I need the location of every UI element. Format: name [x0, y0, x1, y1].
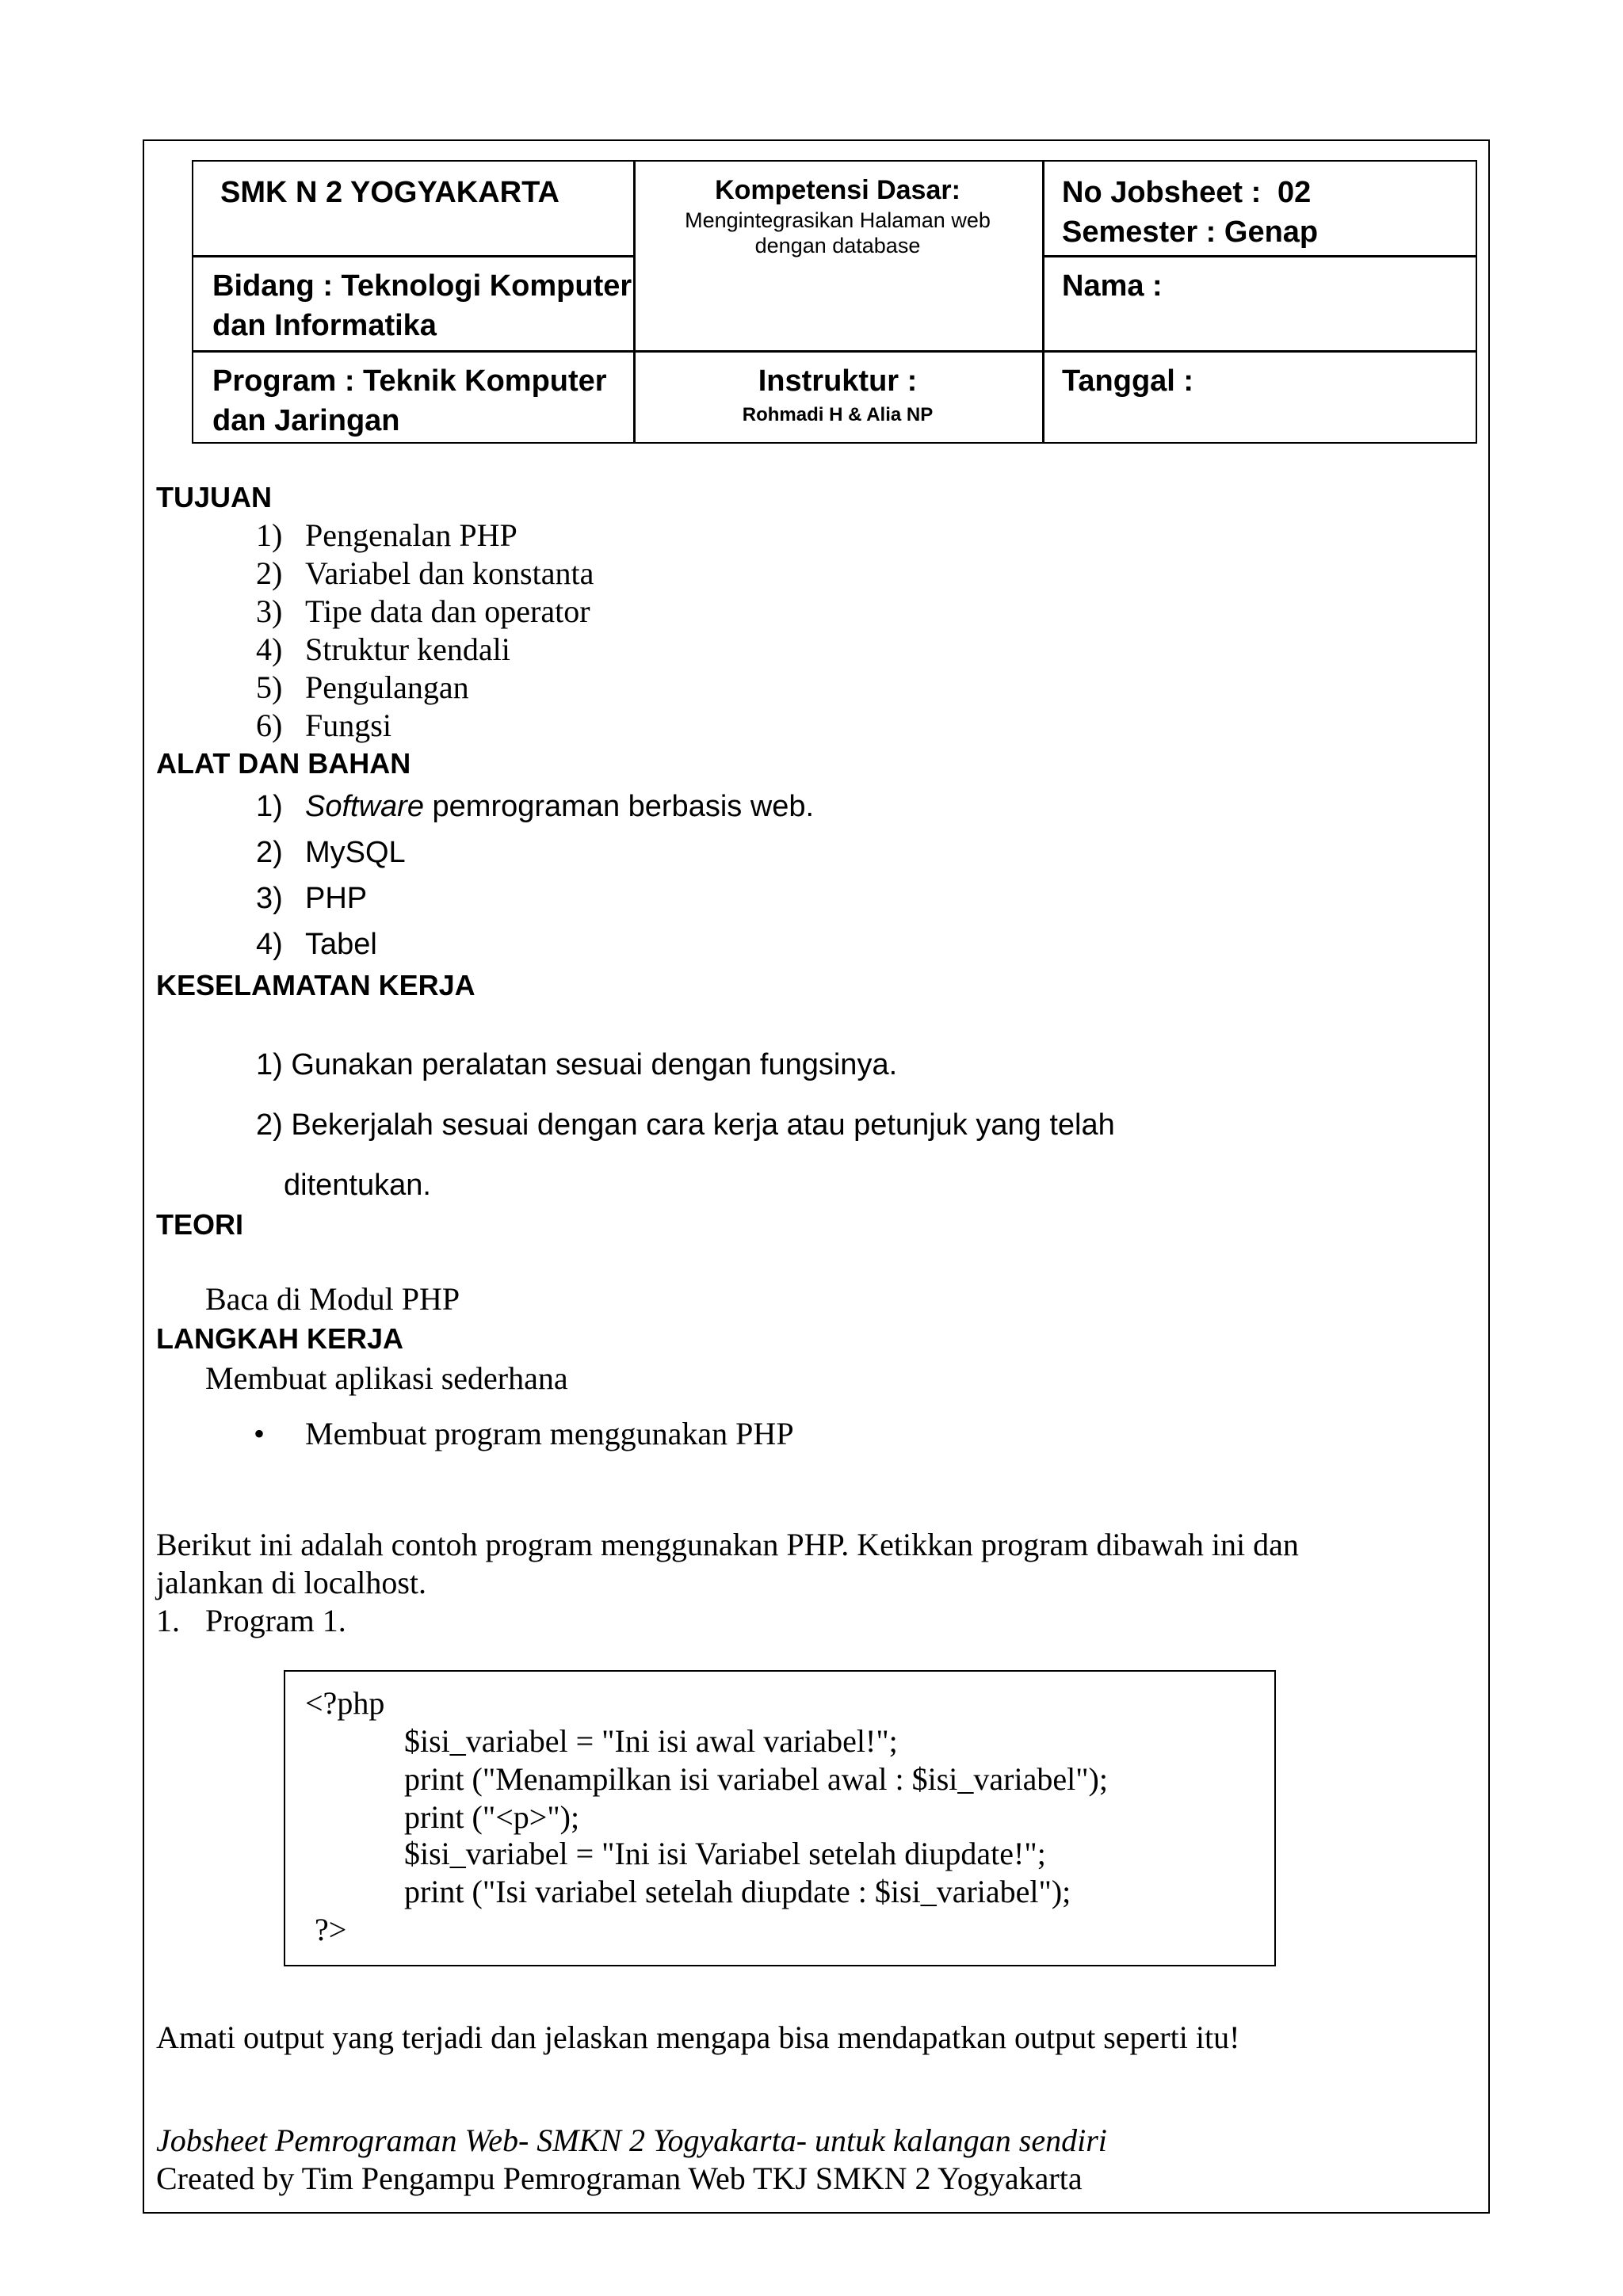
- body-paragraph-line-2: jalankan di localhost.: [156, 1565, 427, 1600]
- jobsheet-number: 02: [1277, 176, 1312, 209]
- teori-text: Baca di Modul PHP: [205, 1281, 460, 1317]
- tujuan-item: Pengulangan: [305, 669, 469, 705]
- tujuan-item: Pengenalan PHP: [305, 517, 517, 553]
- tujuan-num: 1): [256, 517, 283, 553]
- semester: Semester : Genap: [1062, 215, 1319, 249]
- table-divider: [192, 350, 1477, 353]
- keselamatan-item: 1) Gunakan peralatan sesuai dengan fungsinya.: [256, 1048, 898, 1081]
- table-divider: [1042, 160, 1044, 444]
- alat-item: PHP: [305, 882, 368, 915]
- tujuan-item: Tipe data dan operator: [305, 593, 590, 629]
- langkah-heading: LANGKAH KERJA: [156, 1322, 404, 1355]
- jobsheet-label: No Jobsheet :: [1062, 176, 1262, 209]
- tujuan-heading: TUJUAN: [156, 481, 273, 513]
- code-line: $isi_variabel = "Ini isi awal variabel!";: [404, 1723, 898, 1759]
- alat-item: [305, 788, 814, 826]
- alat-heading: ALAT DAN BAHAN: [156, 747, 411, 780]
- footer-line-1: Jobsheet Pemrograman Web- SMKN 2 Yogyakarta- untuk kalangan sendiri: [156, 2122, 1107, 2158]
- alat-num: 2): [256, 836, 283, 869]
- alat-item-italic: Software: [305, 790, 424, 823]
- kompetensi-label: Kompetensi Dasar:: [715, 175, 960, 205]
- table-divider: [1042, 255, 1477, 257]
- bullet-icon: •: [254, 1416, 265, 1451]
- keselamatan-item: 2) Bekerjalah sesuai dengan cara kerja atau petunjuk yang telah: [256, 1108, 1115, 1142]
- keselamatan-item-continued: ditentukan.: [284, 1169, 431, 1202]
- tujuan-num: 5): [256, 669, 283, 705]
- alat-item: MySQL: [305, 836, 406, 869]
- langkah-bullet-text: Membuat program menggunakan PHP: [305, 1416, 794, 1451]
- keselamatan-heading: KESELAMATAN KERJA: [156, 969, 475, 1001]
- program-label: Program 1.: [205, 1603, 346, 1638]
- alat-num: 1): [256, 790, 283, 823]
- alat-item-rest: pemrograman berbasis web.: [423, 790, 815, 823]
- tujuan-item: Variabel dan konstanta: [305, 555, 594, 591]
- code-line: print ("<p>");: [404, 1799, 580, 1835]
- kompetensi-line-2: dengan database: [754, 234, 921, 257]
- instruktur-label: Instruktur :: [758, 364, 918, 398]
- instruktur-names: Rohmadi H & Alia NP: [742, 404, 934, 425]
- alat-num: 4): [256, 928, 283, 961]
- program-number: 1.: [156, 1603, 180, 1638]
- tujuan-num: 3): [256, 593, 283, 629]
- alat-num: 3): [256, 882, 283, 915]
- closing-instruction: Amati output yang terjadi dan jelaskan mengapa bisa mendapatkan output seperti itu!: [156, 2019, 1240, 2055]
- tanggal-field: Tanggal :: [1062, 364, 1194, 398]
- tujuan-num: 6): [256, 707, 283, 743]
- code-line: $isi_variabel = "Ini isi Variabel setelah diupdate!";: [404, 1836, 1046, 1871]
- bidang-line-2: dan Informatika: [212, 309, 437, 342]
- code-line: ?>: [315, 1912, 347, 1947]
- code-line: <?php: [305, 1685, 385, 1721]
- alat-item: Tabel: [305, 928, 377, 961]
- teori-heading: TEORI: [156, 1208, 244, 1241]
- tujuan-num: 2): [256, 555, 283, 591]
- bidang-line-1: Bidang : Teknologi Komputer: [212, 269, 632, 303]
- langkah-intro: Membuat aplikasi sederhana: [205, 1360, 568, 1396]
- program-line-2: dan Jaringan: [212, 404, 400, 437]
- nama-field: Nama :: [1062, 269, 1163, 303]
- tujuan-item: Fungsi: [305, 707, 391, 743]
- footer-line-2: Created by Tim Pengampu Pemrograman Web TKJ SMKN 2 Yogyakarta: [156, 2161, 1083, 2196]
- body-paragraph-line-1: Berikut ini adalah contoh program menggunakan PHP. Ketikkan program dibawah ini dan: [156, 1527, 1299, 1562]
- tujuan-num: 4): [256, 631, 283, 667]
- school-name: SMK N 2 YOGYAKARTA: [220, 176, 559, 209]
- table-divider: [192, 255, 634, 257]
- kompetensi-line-1: Mengintegrasikan Halaman web: [685, 208, 991, 232]
- program-line-1: Program : Teknik Komputer: [212, 364, 607, 398]
- tujuan-item: Struktur kendali: [305, 631, 510, 667]
- code-line: print ("Isi variabel setelah diupdate : $isi_variabel");: [404, 1874, 1071, 1909]
- code-line: print ("Menampilkan isi variabel awal : $isi_variabel");: [404, 1761, 1108, 1797]
